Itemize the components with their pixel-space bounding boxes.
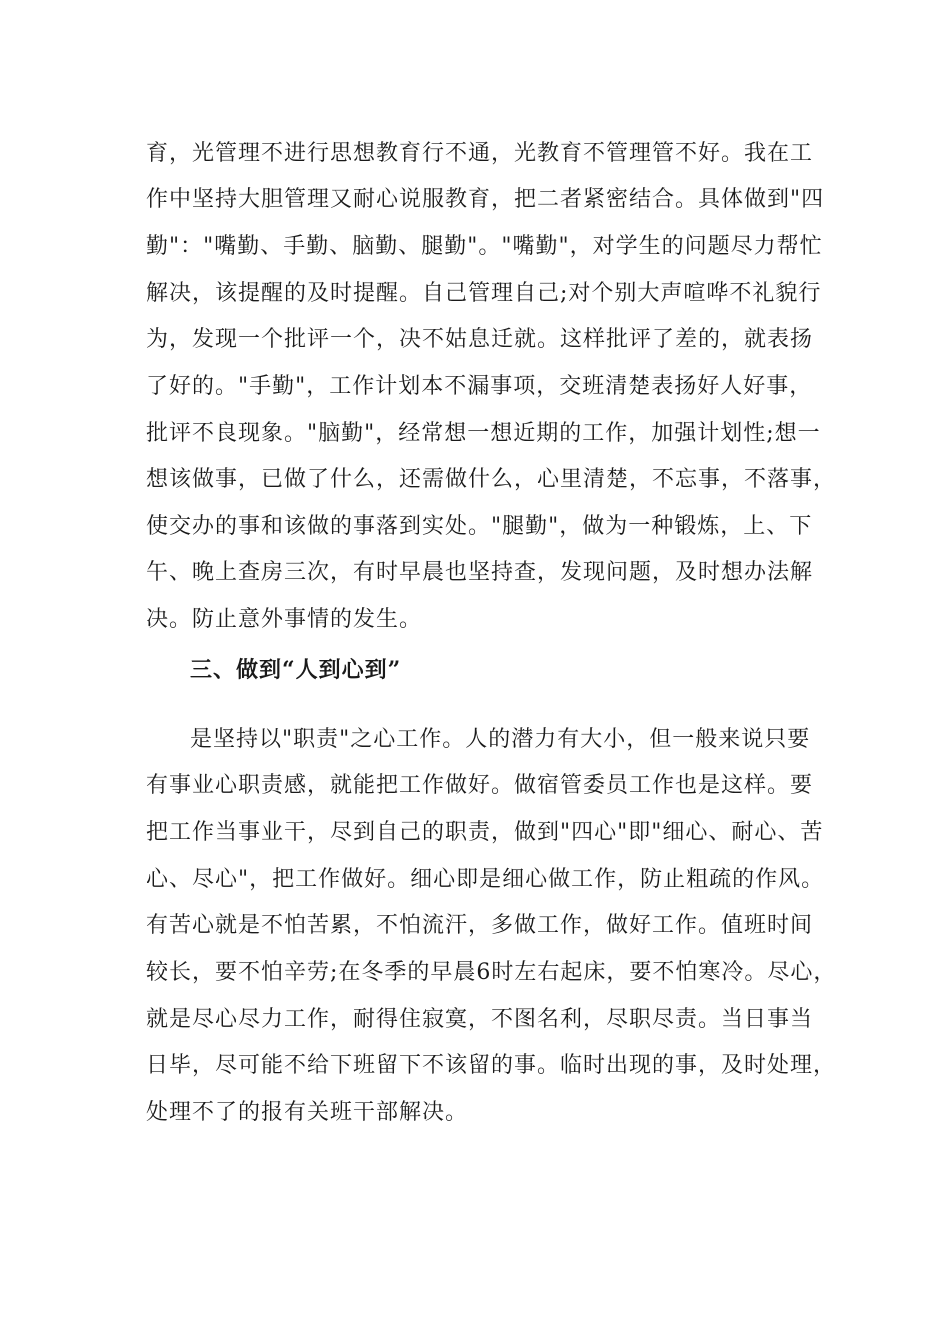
paragraph-1-line-11: 决。防止意外事情的发生。 bbox=[146, 607, 423, 632]
paragraph-2-line-7: 就是尽心尽力工作，耐得住寂寞，不图名利，尽职尽责。当日事当 bbox=[146, 1007, 814, 1032]
paragraph-1-line-1: 育，光管理不进行思想教育行不通，光教育不管理管不好。我在工 bbox=[146, 141, 814, 166]
section-heading: 三、做到“人到心到” bbox=[190, 657, 402, 683]
paragraph-2-line-8: 日毕，尽可能不给下班留下不该留的事。临时出现的事，及时处理， bbox=[146, 1053, 837, 1078]
paragraph-2-line-3: 把工作当事业干，尽到自己的职责，做到"四心"即"细心、耐心、苦 bbox=[146, 820, 824, 845]
paragraph-1-line-6: 了好的。"手勤"，工作计划本不漏事项，交班清楚表扬好人好事， bbox=[146, 374, 813, 399]
paragraph-1-line-7: 批评不良现象。"脑勤"，经常想一想近期的工作，加强计划性;想一 bbox=[146, 421, 821, 446]
paragraph-2-line-4: 心、尽心"，把工作做好。细心即是细心做工作，防止粗疏的作风。 bbox=[146, 867, 825, 892]
paragraph-2-line-6: 较长，要不怕辛劳;在冬季的早晨6时左右起床，要不怕寒冷。尽心， bbox=[146, 960, 837, 985]
paragraph-1-line-10: 午、晚上查房三次，有时早晨也坚持查，发现问题，及时想办法解 bbox=[146, 560, 814, 585]
paragraph-2-line-9: 处理不了的报有关班干部解决。 bbox=[146, 1100, 469, 1125]
paragraph-2-line-2: 有事业心职责感，就能把工作做好。做宿管委员工作也是这样。要 bbox=[146, 773, 814, 798]
paragraph-1-line-3: 勤"："嘴勤、手勤、脑勤、腿勤"。"嘴勤"，对学生的问题尽力帮忙 bbox=[146, 234, 823, 259]
paragraph-1-line-2: 作中坚持大胆管理又耐心说服教育，把二者紧密结合。具体做到"四 bbox=[146, 187, 825, 212]
paragraph-1-line-5: 为，发现一个批评一个，决不姑息迁就。这样批评了差的，就表扬 bbox=[146, 327, 814, 352]
paragraph-2-line-5: 有苦心就是不怕苦累，不怕流汗，多做工作，做好工作。值班时间 bbox=[146, 913, 814, 938]
paragraph-1-line-8: 想该做事，已做了什么，还需做什么，心里清楚，不忘事，不落事， bbox=[146, 467, 837, 492]
paragraph-2-line-1: 是坚持以"职责"之心工作。人的潜力有大小，但一般来说只要 bbox=[190, 727, 811, 752]
paragraph-1-line-9: 使交办的事和该做的事落到实处。"腿勤"，做为一种锻炼，上、下 bbox=[146, 514, 813, 539]
paragraph-1-line-4: 解决，该提醒的及时提醒。自己管理自己;对个别大声喧哗不礼貌行 bbox=[146, 281, 822, 306]
